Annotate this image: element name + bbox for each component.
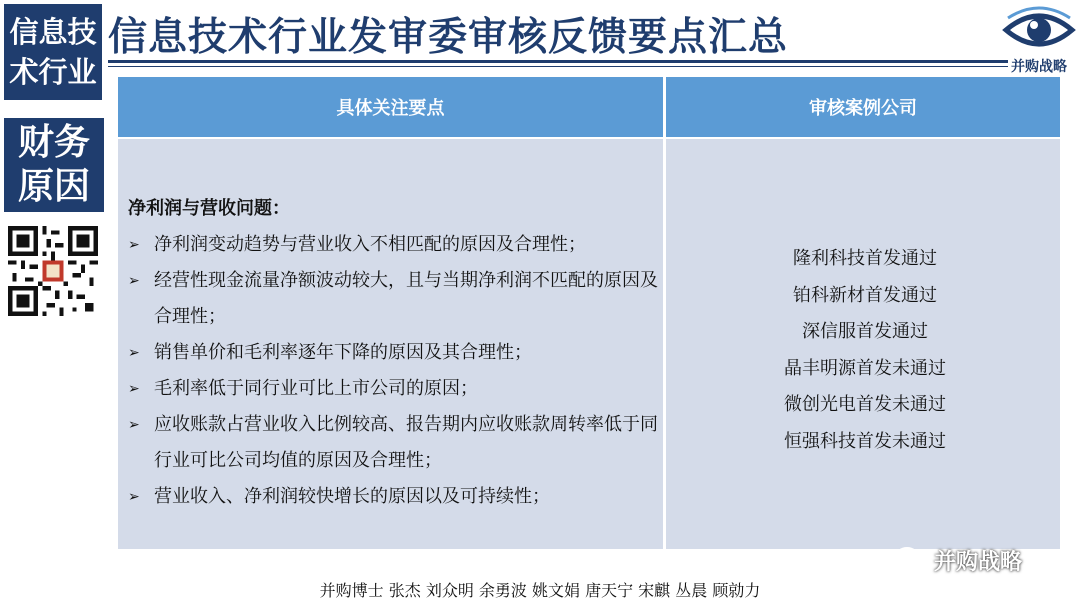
list-item: 恒强科技首发未通过: [784, 430, 946, 452]
point-text: 应收账款占营业收入比例较高、报告期内应收账款周转率低于同行业可比公司均值的原因及合理性；: [154, 414, 658, 471]
title-divider: [108, 60, 1008, 63]
wechat-icon: [894, 545, 928, 575]
point-text: 净利润变动趋势与营业收入不相匹配的原因及合理性；: [154, 234, 586, 255]
list-item: 晶丰明源首发未通过: [784, 357, 946, 379]
header-key-points: 具体关注要点: [118, 77, 663, 137]
bullet-arrow-icon: ➢: [128, 345, 140, 361]
watermark-text: 并购战略: [934, 549, 1023, 575]
bullet-arrow-icon: ➢: [128, 273, 140, 289]
bullet-arrow-icon: ➢: [128, 381, 140, 397]
list-item: [128, 479, 658, 515]
brand-logo-text: 并购战略: [1011, 59, 1067, 75]
bullet-arrow-icon: ➢: [128, 489, 140, 505]
point-text: 经营性现金流量净额波动较大，且与当期净利润不匹配的原因及合理性；: [154, 270, 658, 327]
brand-logo: [1002, 6, 1076, 76]
key-points-cell: [118, 139, 663, 549]
industry-tag-line1: 信息技: [9, 15, 97, 49]
case-companies-cell: [666, 139, 1060, 549]
bullet-arrow-icon: ➢: [128, 237, 140, 253]
key-points-list: [128, 191, 658, 515]
list-item: [128, 407, 658, 479]
review-table: [118, 77, 1060, 549]
point-text: 营业收入、净利润较快增长的原因以及可持续性；: [154, 486, 550, 507]
point-text: 销售单价和毛利率逐年下降的原因及其合理性；: [154, 342, 532, 363]
category-tag: [4, 118, 104, 212]
header-case-companies: 审核案例公司: [666, 77, 1060, 137]
eye-icon: [1002, 6, 1076, 54]
title-divider-thin: [108, 66, 1008, 67]
points-heading: 净利润与营收问题：: [128, 198, 290, 219]
list-item: [128, 371, 658, 407]
industry-tag: [4, 4, 102, 100]
point-text: 毛利率低于同行业可比上市公司的原因；: [154, 378, 478, 399]
list-item: 深信服首发通过: [802, 321, 928, 342]
industry-tag-line2: 术行业: [9, 55, 97, 89]
list-item: 微创光电首发未通过: [784, 394, 946, 415]
case-companies-list: [666, 241, 1060, 460]
bullet-arrow-icon: ➢: [128, 417, 140, 433]
list-item: 隆利科技首发通过: [793, 248, 937, 269]
author-footer: 并购博士 张杰 刘众明 余勇波 姚文娟 唐天宁 宋麒 丛晨 顾勍力: [319, 581, 761, 600]
qr-code: [8, 226, 98, 316]
page-title: 信息技术行业发审委审核反馈要点汇总: [108, 15, 789, 60]
list-item: [128, 263, 658, 335]
list-item: [128, 227, 658, 263]
wechat-watermark: [894, 542, 1022, 578]
category-tag-line2: 原因: [17, 166, 90, 207]
category-tag-line1: 财务: [17, 122, 90, 163]
list-item: 铂科新材首发通过: [793, 284, 937, 306]
list-item: [128, 335, 658, 371]
